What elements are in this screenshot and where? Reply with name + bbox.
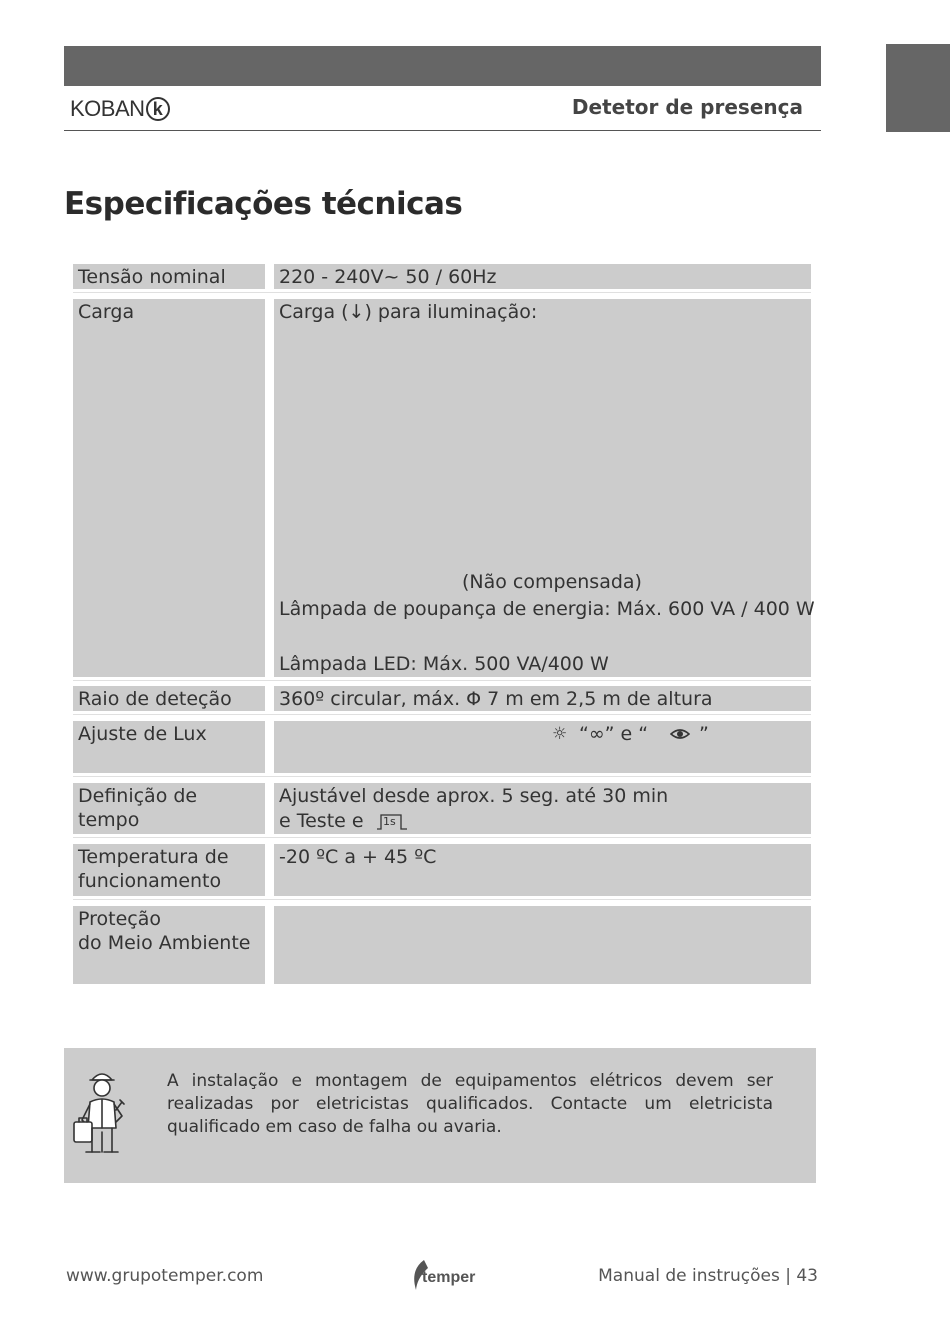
spec-row-environment bbox=[73, 906, 811, 984]
brand-mark-icon: k bbox=[146, 97, 170, 121]
row-divider bbox=[73, 899, 811, 900]
row-divider bbox=[73, 837, 811, 838]
page-title: Especificações técnicas bbox=[64, 186, 463, 222]
load-energy-saving: Lâmpada de poupança de energia: Máx. 600 VA / 400 W bbox=[279, 598, 815, 620]
spec-row-detection-range bbox=[73, 686, 811, 711]
brand-logo bbox=[70, 94, 170, 124]
spec-row-rated-voltage bbox=[73, 264, 811, 289]
row-divider bbox=[73, 292, 811, 293]
row-divider bbox=[73, 714, 811, 715]
load-uncompensated: (Não compensada) bbox=[462, 571, 642, 593]
spec-value: 220 - 240V~ 50 / 60Hz bbox=[274, 264, 811, 289]
spec-value: 360º circular, máx. Φ 7 m em 2,5 m de altura bbox=[274, 686, 811, 711]
sun-icon: ☼ bbox=[552, 724, 568, 744]
spec-row-lux-setting bbox=[73, 721, 811, 773]
spec-label: Definição de tempo bbox=[73, 783, 265, 834]
product-title: Detetor de presença bbox=[571, 95, 803, 119]
time-range-text: Ajustável desde aprox. 5 seg. até 30 min bbox=[279, 785, 669, 807]
footer-page-number: Manual de instruções | 43 bbox=[598, 1266, 818, 1286]
spec-value: -20 ºC a + 45 ºC bbox=[274, 844, 811, 896]
temper-logo-text: temper bbox=[422, 1269, 476, 1286]
time-test-text: e Teste e bbox=[279, 810, 364, 832]
spec-label: Carga bbox=[73, 299, 265, 677]
spec-value bbox=[274, 721, 811, 773]
spec-value bbox=[274, 906, 811, 984]
spec-row-time-setting bbox=[73, 783, 811, 834]
spec-label: Tensão nominal bbox=[73, 264, 265, 289]
spec-label: Raio de deteção bbox=[73, 686, 265, 711]
header-divider bbox=[64, 130, 821, 131]
spec-row-load bbox=[73, 299, 815, 677]
row-divider bbox=[73, 680, 811, 681]
brand-name: KOBAN bbox=[70, 96, 145, 121]
header-bar bbox=[64, 46, 821, 86]
spec-label-line: Proteção bbox=[78, 908, 161, 930]
safety-notice-text: A instalação e montagem de equipamentos elétricos devem ser realizadas por eletricistas qualificados. Contacte um eletricista qualificado em caso de falha ou avaria. bbox=[167, 1071, 773, 1137]
spec-label-line: funcionamento bbox=[78, 870, 222, 892]
lux-range-text: “∞” e “ bbox=[579, 723, 649, 745]
test-pulse-label: 1s bbox=[383, 815, 396, 828]
chapter-side-tab bbox=[886, 44, 950, 132]
spec-label-line: do Meio Ambiente bbox=[78, 932, 251, 954]
spec-label bbox=[73, 906, 265, 984]
load-led: Lâmpada LED: Máx. 500 VA/400 W bbox=[279, 653, 609, 675]
row-divider bbox=[73, 776, 811, 777]
spec-row-operating-temperature bbox=[73, 844, 811, 896]
spec-value bbox=[274, 299, 815, 677]
eye-icon bbox=[670, 728, 690, 740]
spec-label bbox=[73, 844, 265, 896]
footer-website-link[interactable]: www.grupotemper.com bbox=[66, 1266, 264, 1286]
electrician-icon bbox=[72, 1066, 132, 1160]
load-lighting-heading: Carga (↓) para iluminação: bbox=[279, 301, 538, 323]
spec-label: Ajuste de Lux bbox=[73, 721, 265, 773]
lux-range-close: ” bbox=[699, 723, 709, 745]
spec-value bbox=[274, 783, 811, 834]
safety-notice bbox=[64, 1048, 816, 1183]
test-pulse-icon bbox=[377, 814, 407, 830]
spec-label-line: Temperatura de bbox=[78, 846, 229, 868]
temper-logo bbox=[408, 1256, 482, 1296]
